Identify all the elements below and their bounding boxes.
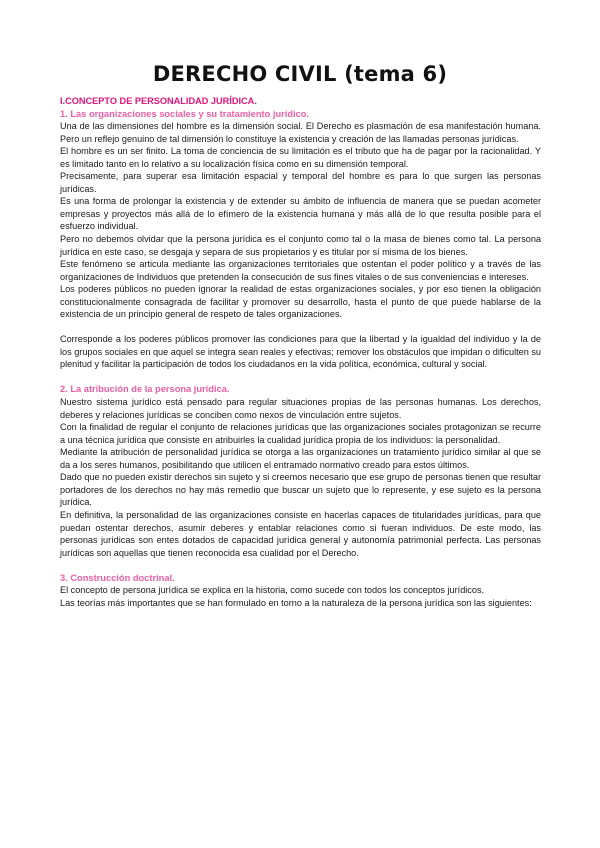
document-body <box>60 95 541 609</box>
subsection-heading-3: 3. Construcción doctrinal. <box>60 572 175 583</box>
paragraph: Los poderes públicos no pueden ignorar la realidad de estas organizaciones sociales, y por eso tienen la obligación constitucionalmente consagrada de facilitar y promover su desarrollo, hasta el punto de que puede hablarse de la existencia de un principio general de respeto de tales organizaciones. <box>60 284 541 320</box>
paragraph: Pero no debemos olvidar que la persona jurídica es el conjunto como tal o la masa de bienes como tal. La persona jurídica en este caso, se desgaja y separa de sus propietarios y es titular por sí misma de los bienes. <box>60 234 541 257</box>
paragraph: En definitiva, la personalidad de las organizaciones consiste en hacerlas capaces de titularidades jurídicas, para que puedan ostentar derechos, asumir deberes y entablar relaciones como si fueran individuos. De este modo, las personas jurídicas son entes dotados de capacidad jurídica general y autonomía patrimonial perfecta. Las personas jurídicas son aquellas que tienen reconocida esa cualidad por el Derecho. <box>60 509 541 558</box>
spacer <box>60 559 541 572</box>
subsection-heading-2: 2. La atribución de la persona jurídica. <box>60 384 230 395</box>
section-heading: I.CONCEPTO DE PERSONALIDAD JURÍDICA. <box>60 96 257 106</box>
paragraph: Corresponde a los poderes públicos promover las condiciones para que la libertad y la igualdad del individuo y la de los grupos sociales en que aquel se integra sean reales y efectivas; remover los obstáculos que impidan o dificulten su plenitud y facilitar la participación de todos los ciudadanos en la vida política, económica, cultural y social. <box>60 334 541 370</box>
paragraph: Mediante la atribución de personalidad jurídica se otorga a las organizaciones un tratamiento jurídico similar al que se da a los seres humanos, posibilitando que utilicen el entramado normativo creado para estos últimos. <box>60 447 541 470</box>
spacer <box>60 371 541 384</box>
paragraph: El hombre es un ser finito. La toma de conciencia de su limitación es el tributo que ha de pagar por la racionalidad. Y es limitado tanto en lo relativo a su localización física como en su dimensión temporal. <box>60 146 541 169</box>
paragraph: Las teorías más importantes que se han formulado en torno a la naturaleza de la persona jurídica son las siguientes: <box>60 597 532 608</box>
subsection-heading-1: 1. Las organizaciones sociales y su tratamiento jurídico. <box>60 108 310 119</box>
paragraph: Este fenómeno se articula mediante las organizaciones territoriales que ostentan el poder político y a través de las organizaciones de Individuos que pretenden la consecución de sus fines vitales o de sus conveniencias e intereses. <box>60 259 541 282</box>
paragraph: Nuestro sistema jurídico está pensado para regular situaciones propias de las personas humanas. Los derechos, deberes y relaciones jurídicas se conciben como nexos de vinculación entre sujetos. <box>60 397 541 420</box>
document-title: DERECHO CIVIL (tema 6) <box>152 62 448 86</box>
paragraph: Es una forma de prolongar la existencia y de extender su ámbito de influencia de manera que se puedan acometer empresas y proyectos más allá de lo efímero de la existencia humana y más allá de lo que resulta posible para el esfuerzo individual. <box>60 196 541 232</box>
paragraph: Precisamente, para superar esa limitación espacial y temporal del hombre es para lo que surgen las personas jurídicas. <box>60 171 541 194</box>
paragraph: Con la finalidad de regular el conjunto de relaciones jurídicas que las organizaciones sociales protagonizan se recurre a una técnica jurídica que consiste en atribuirles la cualidad jurídica propia de los individuos: la personalidad. <box>60 422 541 445</box>
paragraph: El concepto de persona jurídica se explica en la historia, como sucede con todos los conceptos jurídicos. <box>60 585 485 596</box>
spacer <box>60 321 541 334</box>
paragraph: Una de las dimensiones del hombre es la dimensión social. El Derecho es plasmación de esa manifestación humana. Pero un reflejo genuino de tal dimensión lo constituye la existencia y creación de las llamadas personas jurídicas. <box>60 121 541 144</box>
paragraph: Dado que no pueden existir derechos sin sujeto y si creemos necesario que ese grupo de personas tienen que resultar portadores de los derechos no hay más remedio que buscar un sujeto que lo represente, y ese sujeto es la persona jurídica. <box>60 472 541 508</box>
